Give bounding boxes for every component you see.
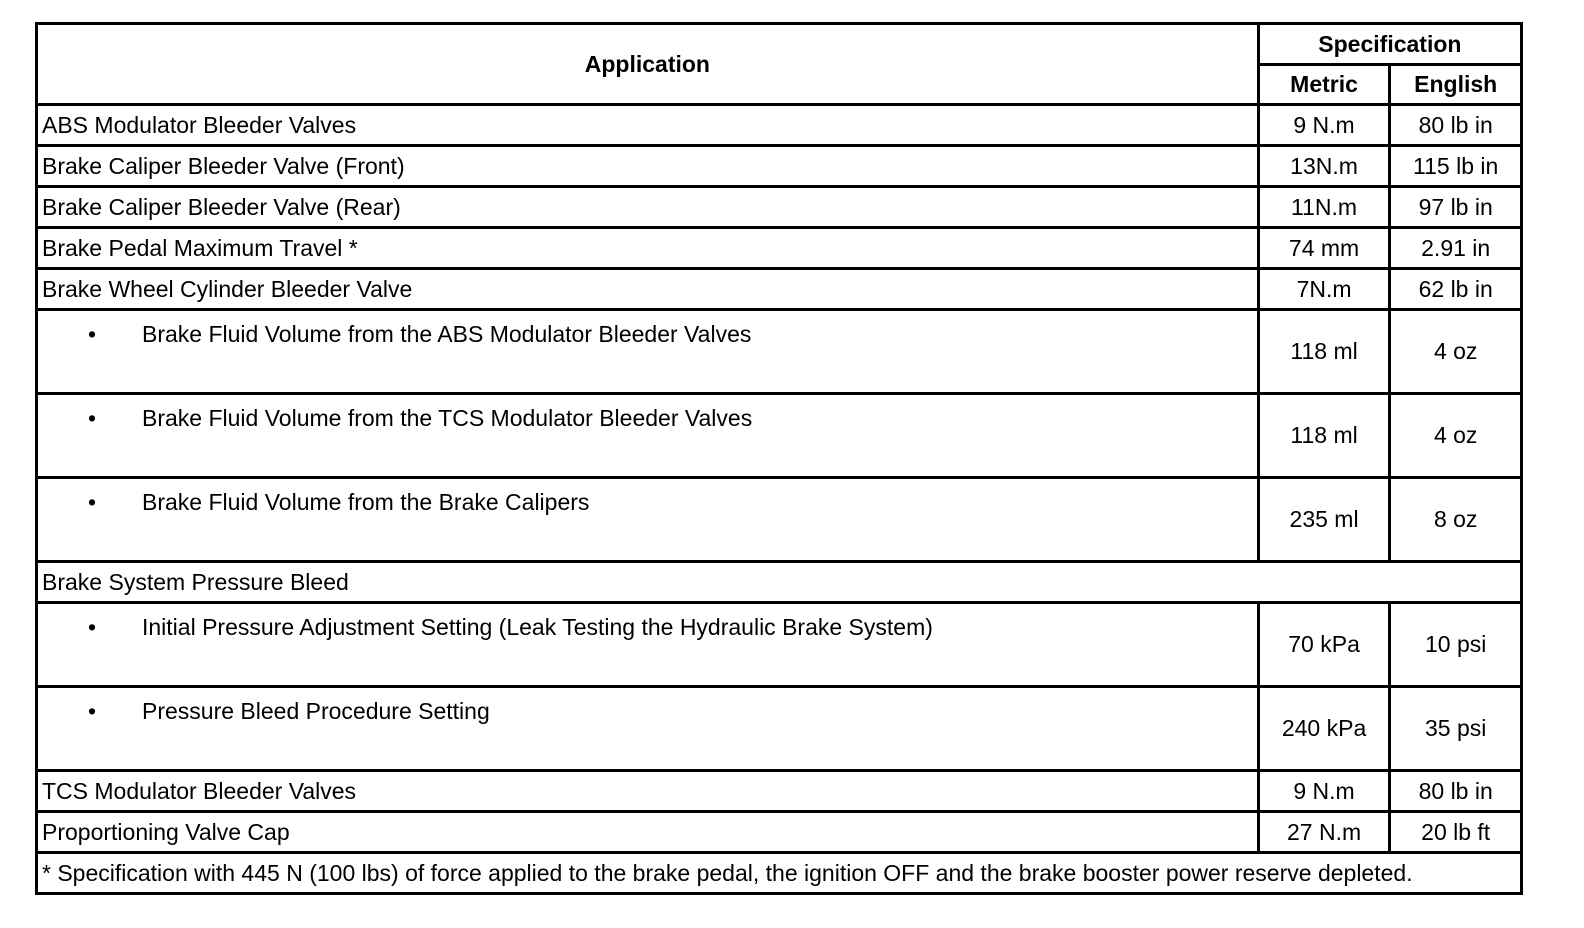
application-cell (37, 478, 1259, 562)
metric-cell: 9 N.m (1258, 105, 1390, 146)
table-row (37, 771, 1522, 812)
footnote-row (37, 853, 1522, 894)
metric-cell: 9 N.m (1258, 771, 1390, 812)
section-label: Brake System Pressure Bleed (37, 562, 1522, 603)
english-cell: 115 lb in (1390, 146, 1522, 187)
application-cell: Brake Caliper Bleeder Valve (Front) (37, 146, 1259, 187)
header-application: Application (37, 24, 1259, 105)
spec-table (35, 22, 1523, 895)
application-cell (37, 687, 1259, 771)
english-cell: 80 lb in (1390, 105, 1522, 146)
english-cell: 4 oz (1390, 394, 1522, 478)
table-row (37, 603, 1522, 687)
english-cell: 2.91 in (1390, 228, 1522, 269)
table-row (37, 687, 1522, 771)
table-row (37, 310, 1522, 394)
english-cell: 80 lb in (1390, 771, 1522, 812)
metric-cell: 235 ml (1258, 478, 1390, 562)
application-text: Initial Pressure Adjustment Setting (Leak Testing the Hydraulic Brake System) (142, 614, 933, 640)
application-cell: Brake Pedal Maximum Travel * (37, 228, 1259, 269)
table-row (37, 478, 1522, 562)
application-text: Brake Fluid Volume from the TCS Modulator Bleeder Valves (142, 405, 753, 431)
header-specification: Specification (1258, 24, 1521, 65)
footnote: * Specification with 445 N (100 lbs) of force applied to the brake pedal, the ignition OFF and the brake booster power reserve depleted. (37, 853, 1522, 894)
english-cell: 35 psi (1390, 687, 1522, 771)
english-cell: 62 lb in (1390, 269, 1522, 310)
table-row (37, 146, 1522, 187)
english-cell: 97 lb in (1390, 187, 1522, 228)
header-english: English (1390, 65, 1522, 105)
metric-cell: 74 mm (1258, 228, 1390, 269)
header-metric: Metric (1258, 65, 1390, 105)
header-row (37, 24, 1522, 65)
table-row (37, 228, 1522, 269)
bullet-icon: • (87, 489, 97, 515)
section-row (37, 562, 1522, 603)
metric-cell: 13N.m (1258, 146, 1390, 187)
application-cell: Brake Wheel Cylinder Bleeder Valve (37, 269, 1259, 310)
application-text: Brake Fluid Volume from the ABS Modulator Bleeder Valves (142, 321, 752, 347)
english-cell: 8 oz (1390, 478, 1522, 562)
application-cell (37, 310, 1259, 394)
table-row (37, 187, 1522, 228)
application-cell: ABS Modulator Bleeder Valves (37, 105, 1259, 146)
bullet-icon: • (87, 321, 97, 347)
application-text: Brake Fluid Volume from the Brake Calipers (142, 489, 590, 515)
metric-cell: 240 kPa (1258, 687, 1390, 771)
metric-cell: 27 N.m (1258, 812, 1390, 853)
table-row (37, 812, 1522, 853)
application-cell (37, 394, 1259, 478)
bullet-icon: • (87, 405, 97, 431)
table-row (37, 105, 1522, 146)
application-cell: Brake Caliper Bleeder Valve (Rear) (37, 187, 1259, 228)
application-cell: TCS Modulator Bleeder Valves (37, 771, 1259, 812)
application-cell (37, 603, 1259, 687)
table-row (37, 394, 1522, 478)
metric-cell: 118 ml (1258, 310, 1390, 394)
application-cell: Proportioning Valve Cap (37, 812, 1259, 853)
table-row (37, 269, 1522, 310)
application-text: Pressure Bleed Procedure Setting (142, 698, 490, 724)
metric-cell: 11N.m (1258, 187, 1390, 228)
english-cell: 10 psi (1390, 603, 1522, 687)
bullet-icon: • (87, 614, 97, 640)
bullet-icon: • (87, 698, 97, 724)
metric-cell: 7N.m (1258, 269, 1390, 310)
metric-cell: 70 kPa (1258, 603, 1390, 687)
metric-cell: 118 ml (1258, 394, 1390, 478)
english-cell: 4 oz (1390, 310, 1522, 394)
english-cell: 20 lb ft (1390, 812, 1522, 853)
